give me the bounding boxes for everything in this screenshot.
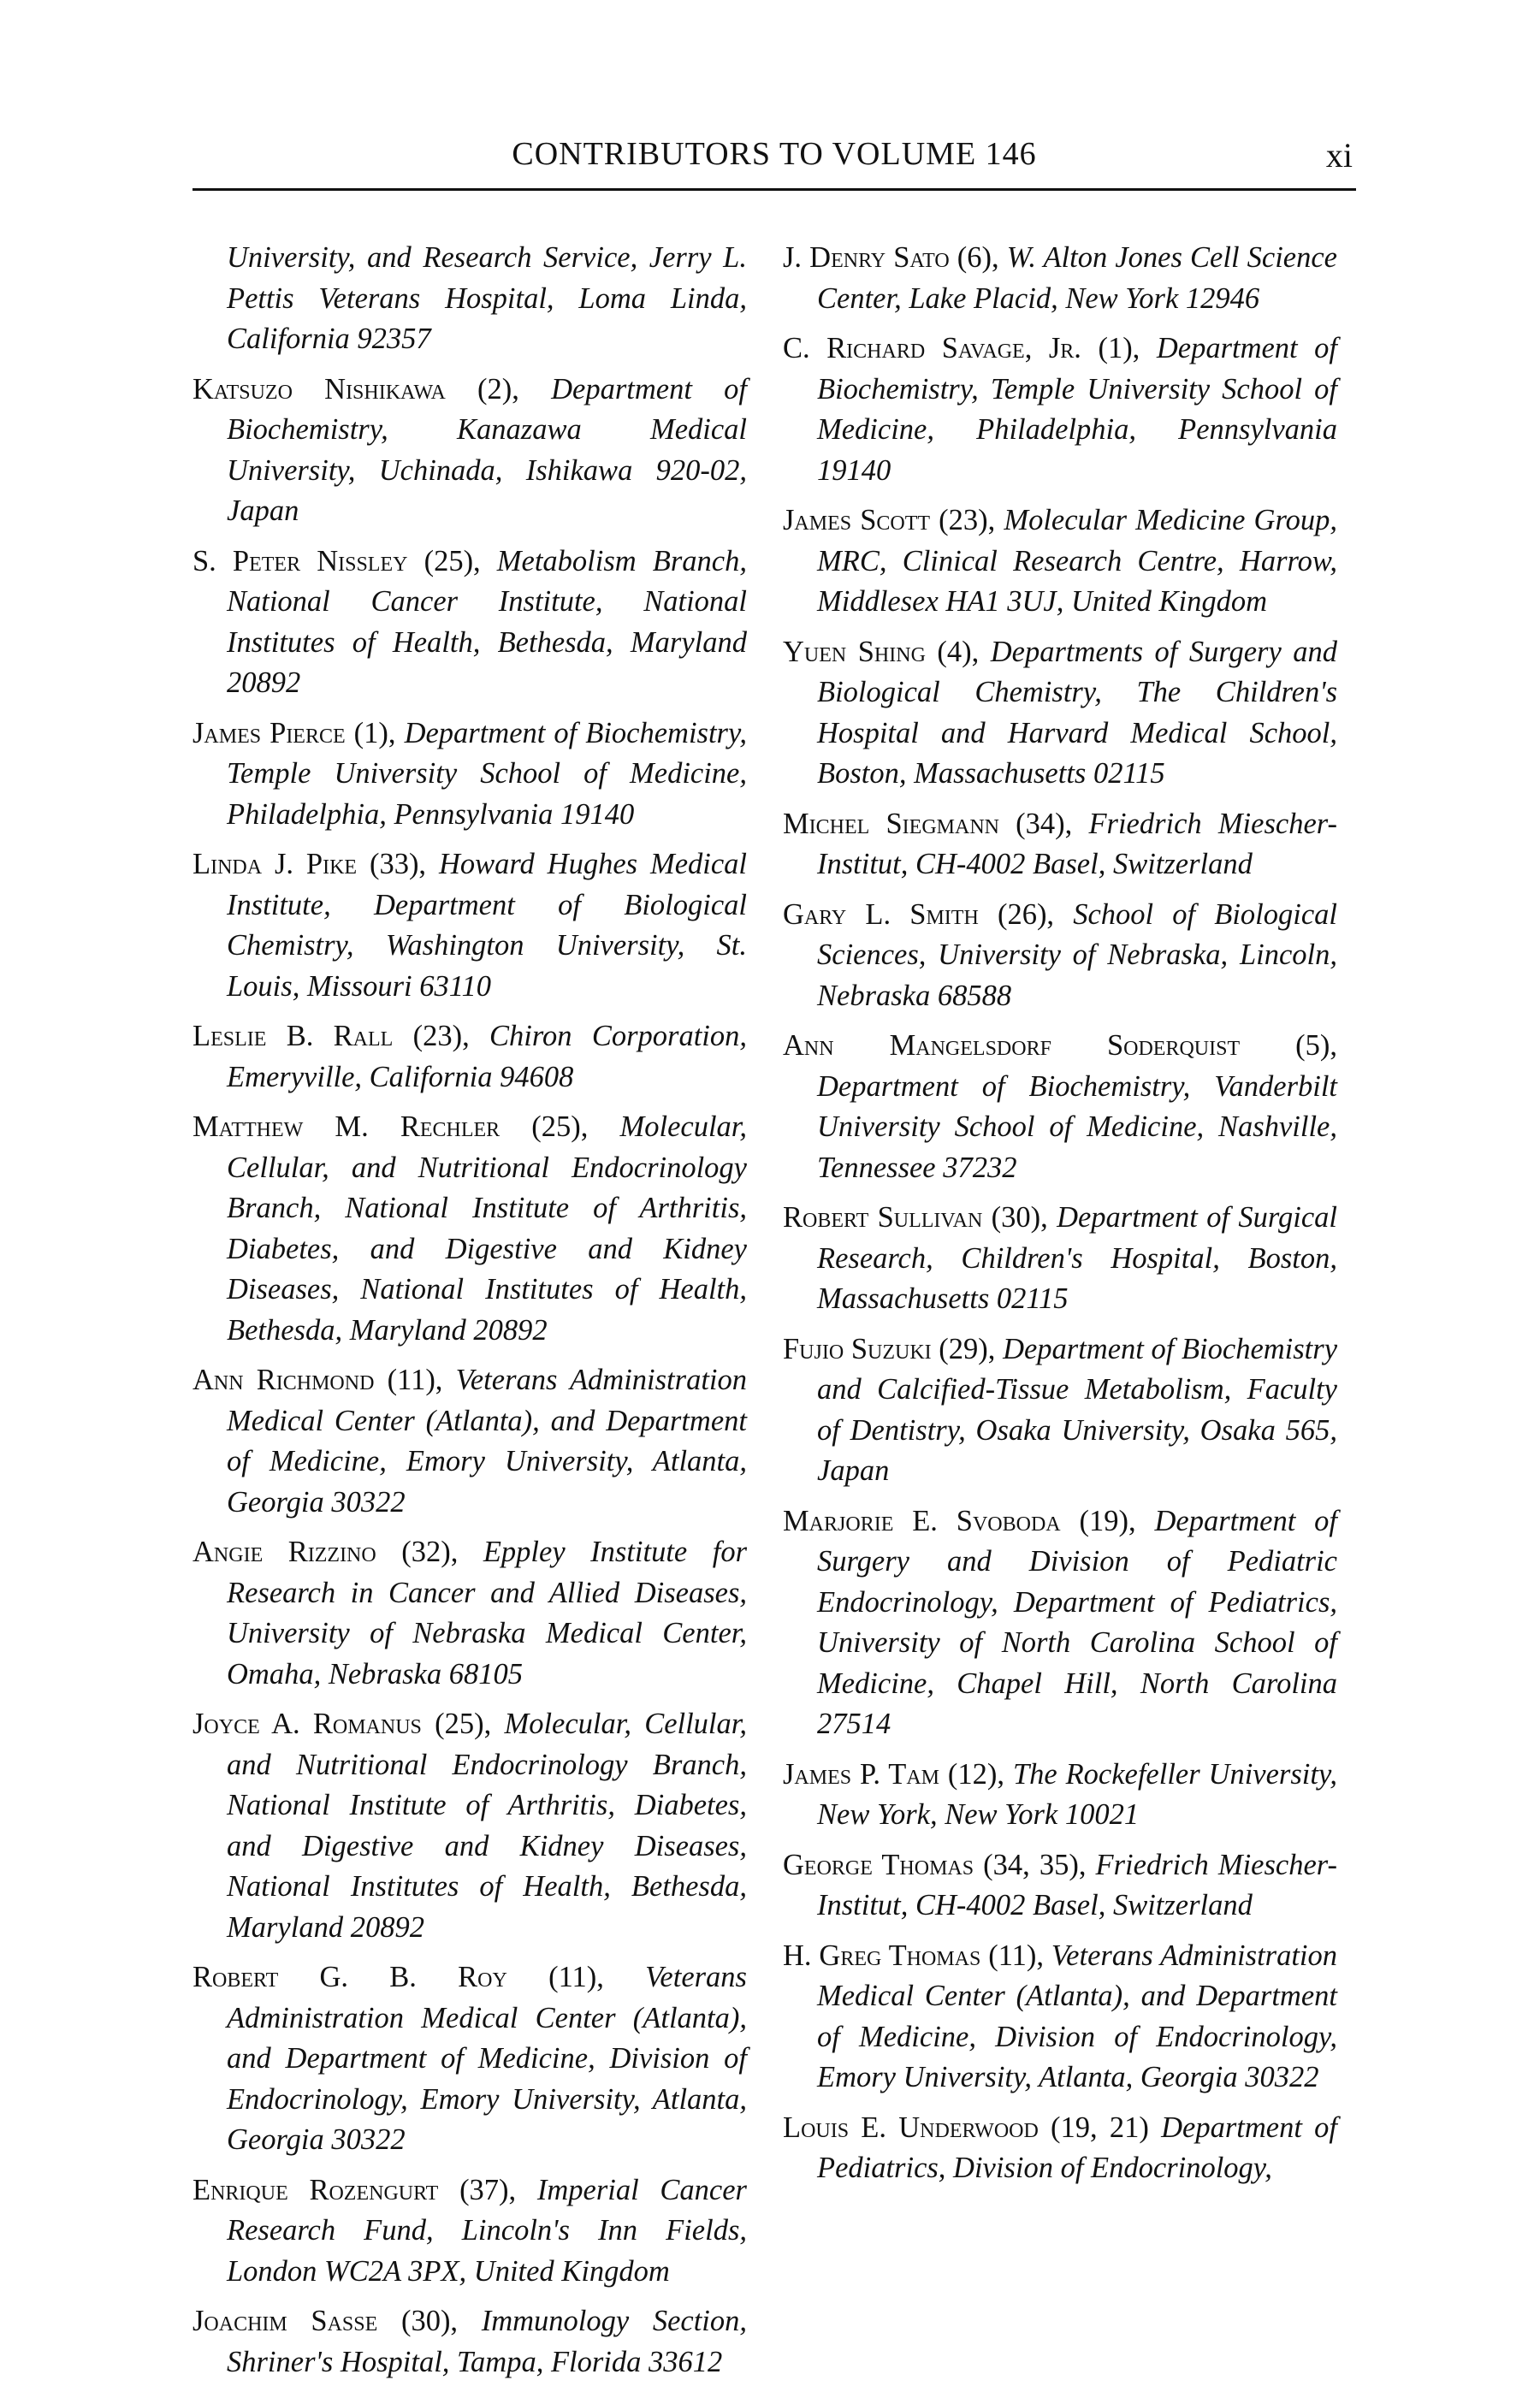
chapter-numbers: (33), [357,848,439,880]
contributor-entry [192,2170,747,2293]
contributor-affiliation: Departments of Surgery and Biological Chemistry, The Children's Hospital and Harvard Medical School, Boston, Massachusetts 02115 [817,635,1338,790]
right-column [783,238,1337,2199]
chapter-numbers: (30), [377,2305,482,2337]
contributor-affiliation: Department of Surgical Research, Children's Hospital, Boston, Massachusetts 02115 [817,1201,1337,1315]
contributor-entry [192,1957,747,2161]
chapter-numbers: (23), [930,504,1004,536]
contributor-affiliation: Veterans Administration Medical Center (Atlanta), and Department of Medicine, Emory University, Atlanta, Georgia 30322 [227,1364,747,1519]
contributor-affiliation: School of Biological Sciences, University of Nebraska, Lincoln, Nebraska 68588 [817,897,1337,1012]
contributor-name: Joyce A. Romanus [192,1708,422,1740]
contributor-entry [192,370,747,532]
contributor-affiliation: Veterans Administration Medical Center (Atlanta), and Department of Medicine, Division of Endocrinology, Emory University, Atlanta, Georgia 30322 [227,1961,747,2156]
contributor-entry [783,632,1337,795]
chapter-numbers: (5), [1240,1029,1337,1062]
contributor-name: Matthew M. Rechler [192,1110,500,1143]
contributor-name: Enrique Rozengurt [192,2173,439,2206]
chapter-numbers: (1), [1081,332,1157,364]
contributor-entry [192,2301,747,2383]
contributor-affiliation: Friedrich Miescher-Institut, CH-4002 Basel, Switzerland [817,1848,1337,1921]
contributor-affiliation: Howard Hughes Medical Institute, Department of Biological Chemistry, Washington University, St. Louis, Missouri 63110 [227,848,747,1003]
contributor-affiliation: The Rockefeller University, New York, New York 10021 [817,1757,1337,1831]
chapter-numbers: (11), [374,1364,456,1396]
contributor-entry [783,804,1337,885]
contributor-name: Robert Sullivan [783,1201,983,1234]
contributor-affiliation: Department of Pediatrics, Division of Endocrinology, [817,2111,1337,2184]
contributor-entry [192,1532,747,1695]
contributor-affiliation: Imperial Cancer Research Fund, Lincoln's Inn Fields, London WC2A 3PX, United Kingdom [227,2173,747,2288]
contributor-entry [783,1026,1337,1188]
contributor-entry [192,844,747,1007]
chapter-numbers: (23), [393,1020,490,1052]
contributor-entry [783,2108,1337,2189]
left-column [192,238,747,2392]
chapter-numbers: (25), [421,1708,505,1740]
contributor-name: Fujio Suzuki [783,1332,932,1365]
contributor-affiliation: Department of Biochemistry, Vanderbilt University School of Medicine, Nashville, Tennessee 37232 [817,1069,1337,1184]
contributor-affiliation: Molecular, Cellular, and Nutritional Endocrinology Branch, National Institute of Arthritis, Diabetes, and Digestive and Kidney Diseases, National Institutes of Health, Bethesda, Maryland 20892 [227,1708,747,1944]
contributor-entry [783,1501,1337,1745]
contributor-affiliation: Department of Biochemistry, Kanazawa Medical University, Uchinada, Ishikawa 920-02, Japan [227,372,747,527]
contributor-affiliation: Metabolism Branch, National Cancer Institute, National Institutes of Health, Bethesda, Maryland 20892 [227,544,747,699]
chapter-numbers: (34, 35), [974,1848,1096,1881]
contributor-entry [192,1016,747,1098]
contributor-affiliation: Department of Surgery and Division of Pediatric Endocrinology, Department of Pediatrics, University of North Carolina School of Medicine, Chapel Hill, North Carolina 27514 [817,1504,1337,1740]
contributor-name: J. Denry Sato [783,241,950,274]
chapter-numbers: (25), [500,1110,620,1143]
contributor-entry [192,238,747,360]
contributor-affiliation: University, and Research Service, Jerry L. Pettis Veterans Hospital, Loma Linda, California 92357 [227,241,747,355]
contributor-affiliation: Friedrich Miescher-Institut, CH-4002 Basel, Switzerland [817,807,1337,880]
chapter-numbers: (32), [376,1536,483,1568]
contributor-affiliation: Molecular, Cellular, and Nutritional Endocrinology Branch, National Institute of Arthritis, Diabetes, and Digestive and Kidney Diseases, National Institutes of Health, Bethesda, Maryland 20892 [227,1110,748,1347]
chapter-numbers: (26), [978,897,1074,931]
contributor-name: Katsuzo Nishikawa [192,372,446,406]
chapter-numbers: (29), [931,1332,1004,1365]
chapter-numbers: (2), [445,372,552,406]
contributor-entry [783,238,1337,319]
contributor-name: Linda J. Pike [192,848,358,880]
contributor-entry [783,1198,1337,1320]
contributor-name: Joachim Sasse [192,2305,378,2337]
contributor-affiliation: Veterans Administration Medical Center (Atlanta), and Department of Medicine, Division of Endocrinology, Emory University, Atlanta, Georgia 30322 [817,1939,1338,2093]
chapter-numbers: (30), [982,1201,1057,1234]
contributor-name: Angie Rizzino [192,1536,376,1568]
contributor-name: Marjorie E. Svoboda [783,1504,1061,1537]
contributor-entry [783,329,1337,491]
contributor-name: Ann Mangelsdorf Soderquist [783,1029,1241,1062]
contributor-affiliation: Department of Biochemistry, Temple University School of Medicine, Philadelphia, Pennsylvania 19140 [817,332,1338,487]
contributor-name: S. Peter Nissley [192,544,408,577]
chapter-numbers: (37), [438,2173,537,2206]
contributor-affiliation: W. Alton Jones Cell Science Center, Lake Placid, New York 12946 [817,241,1337,315]
contributor-name: Gary L. Smith [783,897,979,931]
contributor-name: George Thomas [783,1848,974,1881]
contributor-name: Robert G. B. Roy [192,1961,507,1993]
contributor-name: Louis E. Underwood [783,2111,1039,2144]
contributor-name: Leslie B. Rall [192,1020,394,1052]
page-number: xi [1325,136,1353,175]
contributor-name: H. Greg Thomas [783,1939,981,1972]
contributor-name: James Scott [783,504,931,536]
contributor-affiliation: Department of Biochemistry, Temple University School of Medicine, Philadelphia, Pennsylvania 19140 [227,716,747,831]
contributor-entry [783,1845,1337,1927]
contributor-entry [783,1329,1337,1492]
chapter-numbers: (6), [949,241,1007,274]
contributor-name: Ann Richmond [192,1364,375,1396]
contributor-entry [192,1360,747,1523]
contributor-entry [783,895,1337,1017]
chapter-numbers: (12), [939,1757,1013,1791]
contributor-name: Michel Siegmann [783,807,999,840]
contributor-name: Yuen Shing [783,635,926,668]
chapter-numbers: (1), [345,716,405,749]
chapter-numbers: (19, 21) [1038,2111,1162,2144]
chapter-numbers: (11), [506,1961,646,1993]
chapter-numbers: (34), [999,807,1089,840]
chapter-numbers: (25), [407,544,497,577]
contributor-affiliation: Eppley Institute for Research in Cancer and Allied Diseases, University of Nebraska Medical Center, Omaha, Nebraska 68105 [227,1536,747,1690]
contributor-entry [192,1704,747,1948]
running-title: CONTRIBUTORS TO VOLUME 146 [512,136,1037,172]
contributor-name: James P. Tam [783,1757,940,1791]
contributor-affiliation: Molecular Medicine Group, MRC, Clinical Research Centre, Harrow, Middlesex HA1 3UJ, United Kingdom [817,504,1337,618]
contributor-name: James Pierce [192,716,346,749]
contributor-entry [783,1755,1337,1836]
contributor-entry [783,500,1337,623]
contributor-name: C. Richard Savage, Jr. [783,332,1081,364]
running-head [192,128,1356,191]
chapter-numbers: (19), [1060,1504,1155,1537]
contributor-entry [192,1107,747,1351]
contributor-affiliation: Chiron Corporation, Emeryville, California 94608 [227,1020,747,1093]
contributor-entry [783,1936,1337,2099]
contributor-entry [192,542,747,704]
chapter-numbers: (4), [925,635,991,668]
contributor-affiliation: Immunology Section, Shriner's Hospital, Tampa, Florida 33612 [227,2305,748,2378]
chapter-numbers: (11), [980,1939,1051,1972]
contributor-entry [192,713,747,836]
contributor-affiliation: Department of Biochemistry and Calcified-Tissue Metabolism, Faculty of Dentistry, Osaka University, Osaka 565, Japan [817,1332,1338,1487]
